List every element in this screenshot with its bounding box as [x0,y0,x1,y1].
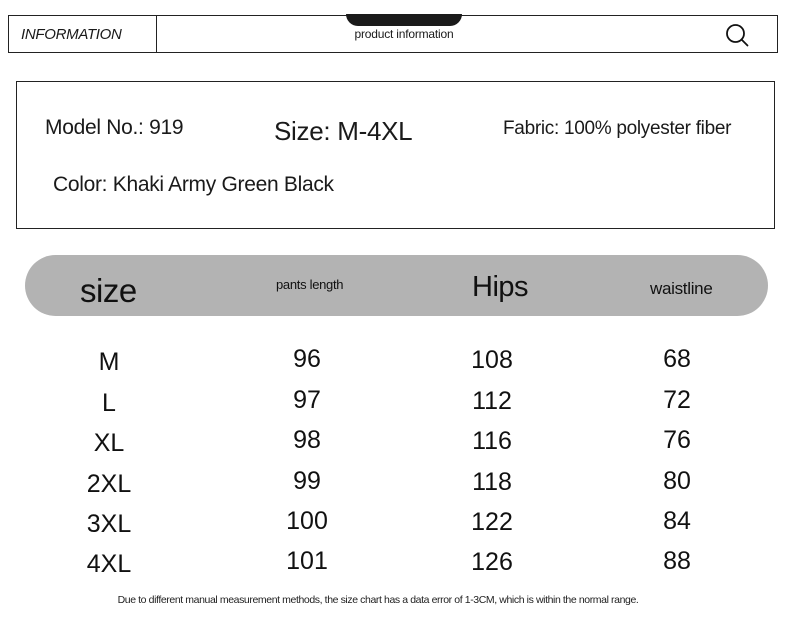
cell-pants-length: 101 [286,547,328,575]
cell-size: 2XL [86,470,132,498]
header-pants-length: pants length [276,277,344,292]
cell-waistline: 72 [663,386,691,414]
cell-waistline: 80 [663,467,691,495]
cell-size: 3XL [86,510,132,538]
cell-size: L [102,389,116,417]
cell-pants-length: 100 [286,507,328,535]
cell-size: XL [93,429,125,457]
cell-pants-length: 99 [293,467,321,495]
cell-hips: 126 [471,548,513,576]
cell-hips: 112 [472,387,512,415]
cell-pants-length: 97 [293,386,321,414]
top-bar [8,15,778,53]
color-options: Color: Khaki Army Green Black [53,173,334,196]
cell-waistline: 88 [663,547,691,575]
fabric: Fabric: 100% polyester fiber [503,118,732,139]
cell-pants-length: 96 [293,345,321,373]
cell-pants-length: 98 [293,426,321,454]
search-icon[interactable] [725,23,749,47]
cell-hips: 116 [472,427,512,455]
section-title: product information [349,27,459,41]
product-info-box [16,81,775,229]
cell-size: M [98,348,120,376]
cell-hips: 108 [471,346,513,374]
cell-waistline: 84 [663,507,691,535]
size-range: Size: M-4XL [274,116,413,146]
cell-waistline: 68 [663,345,691,373]
model-number: Model No.: 919 [45,116,184,139]
header-size: size [80,272,137,309]
tab-information[interactable]: INFORMATION [9,16,157,52]
cell-size: 4XL [86,550,132,578]
header-hips: Hips [472,271,529,303]
cell-hips: 118 [472,468,512,496]
header-waistline: waistline [650,279,713,298]
decorative-shape [346,14,462,26]
cell-hips: 122 [471,508,513,536]
size-table-header [25,255,768,316]
measurement-note: Due to different manual measurement methods, the size chart has a data error of 1-3CM, which is within the normal range. [117,594,639,606]
cell-waistline: 76 [663,426,691,454]
